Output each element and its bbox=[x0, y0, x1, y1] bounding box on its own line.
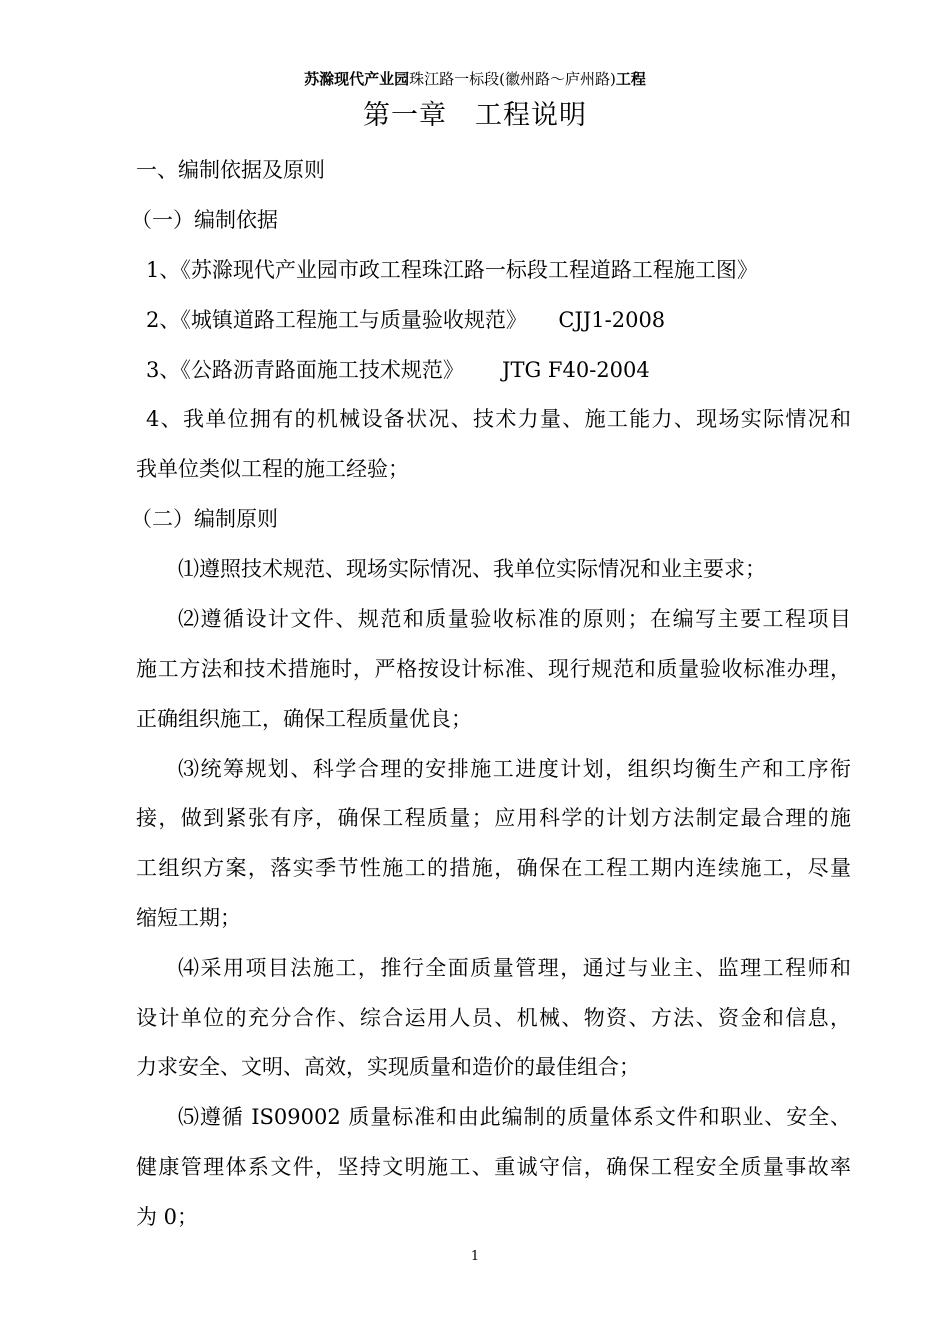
principle-line: 健康管理体系文件，坚持文明施工、重诚守信，确保工程安全质量事故率 bbox=[136, 1155, 851, 1179]
basis-item-continued: 我单位类似工程的施工经验； bbox=[136, 457, 409, 481]
principle-line: ⑶统筹规划、科学合理的安排施工进度计划，组织均衡生产和工序衔 bbox=[178, 757, 851, 781]
basis-item: 2、《城镇道路工程施工与质量验收规范》 CJJ1-2008 bbox=[146, 308, 666, 332]
subsection-heading-basis: （一）编制依据 bbox=[131, 208, 278, 232]
principle-line: ⑴遵照技术规范、现场实际情况、我单位实际情况和业主要求； bbox=[178, 557, 766, 581]
header-project-suffix: 工程 bbox=[615, 70, 646, 88]
principle-line: 设计单位的充分合作、综合运用人员、机械、物资、方法、资金和信息， bbox=[136, 1006, 851, 1030]
principle-line: 工组织方案，落实季节性施工的措施，确保在工程工期内连续施工，尽量 bbox=[136, 856, 851, 880]
basis-item: 4、我单位拥有的机械设备状况、技术力量、施工能力、现场实际情况和 bbox=[146, 407, 851, 431]
basis-item: 3、《公路沥青路面施工技术规范》 JTG F40-2004 bbox=[146, 358, 650, 382]
principle-line: 接，做到紧张有序，确保工程质量；应用科学的计划方法制定最合理的施 bbox=[136, 806, 851, 830]
header-section-name: 珠江路一标段(徽州路～庐州路) bbox=[409, 70, 616, 88]
principle-line: 为 0； bbox=[136, 1205, 199, 1229]
principle-line: ⑷采用项目法施工，推行全面质量管理，通过与业主、监理工程师和 bbox=[178, 956, 851, 980]
section-heading: 一、编制依据及原则 bbox=[136, 158, 325, 182]
principle-line: ⑵遵循设计文件、规范和质量验收标准的原则；在编写主要工程项目 bbox=[178, 607, 851, 631]
subsection-heading-principles: （二）编制原则 bbox=[131, 507, 278, 531]
principle-line: 正确组织施工，确保工程质量优良； bbox=[136, 707, 472, 731]
principle-line: 力求安全、文明、高效，实现质量和造价的最佳组合； bbox=[136, 1055, 640, 1079]
header-park-name: 苏滁现代产业园 bbox=[304, 70, 410, 88]
principle-line: 缩短工期； bbox=[136, 906, 241, 930]
chapter-title: 第一章 工程说明 bbox=[363, 100, 587, 131]
principle-line: ⑸遵循 IS09002 质量标准和由此编制的质量体系文件和职业、安全、 bbox=[178, 1105, 851, 1129]
page-number: 1 bbox=[470, 1249, 480, 1264]
principle-line: 施工方法和技术措施时，严格按设计标准、现行规范和质量验收标准办理， bbox=[136, 657, 851, 681]
running-header bbox=[0, 68, 950, 90]
basis-item: 1、《苏滁现代产业园市政工程珠江路一标段工程道路工程施工图》 bbox=[146, 258, 758, 282]
